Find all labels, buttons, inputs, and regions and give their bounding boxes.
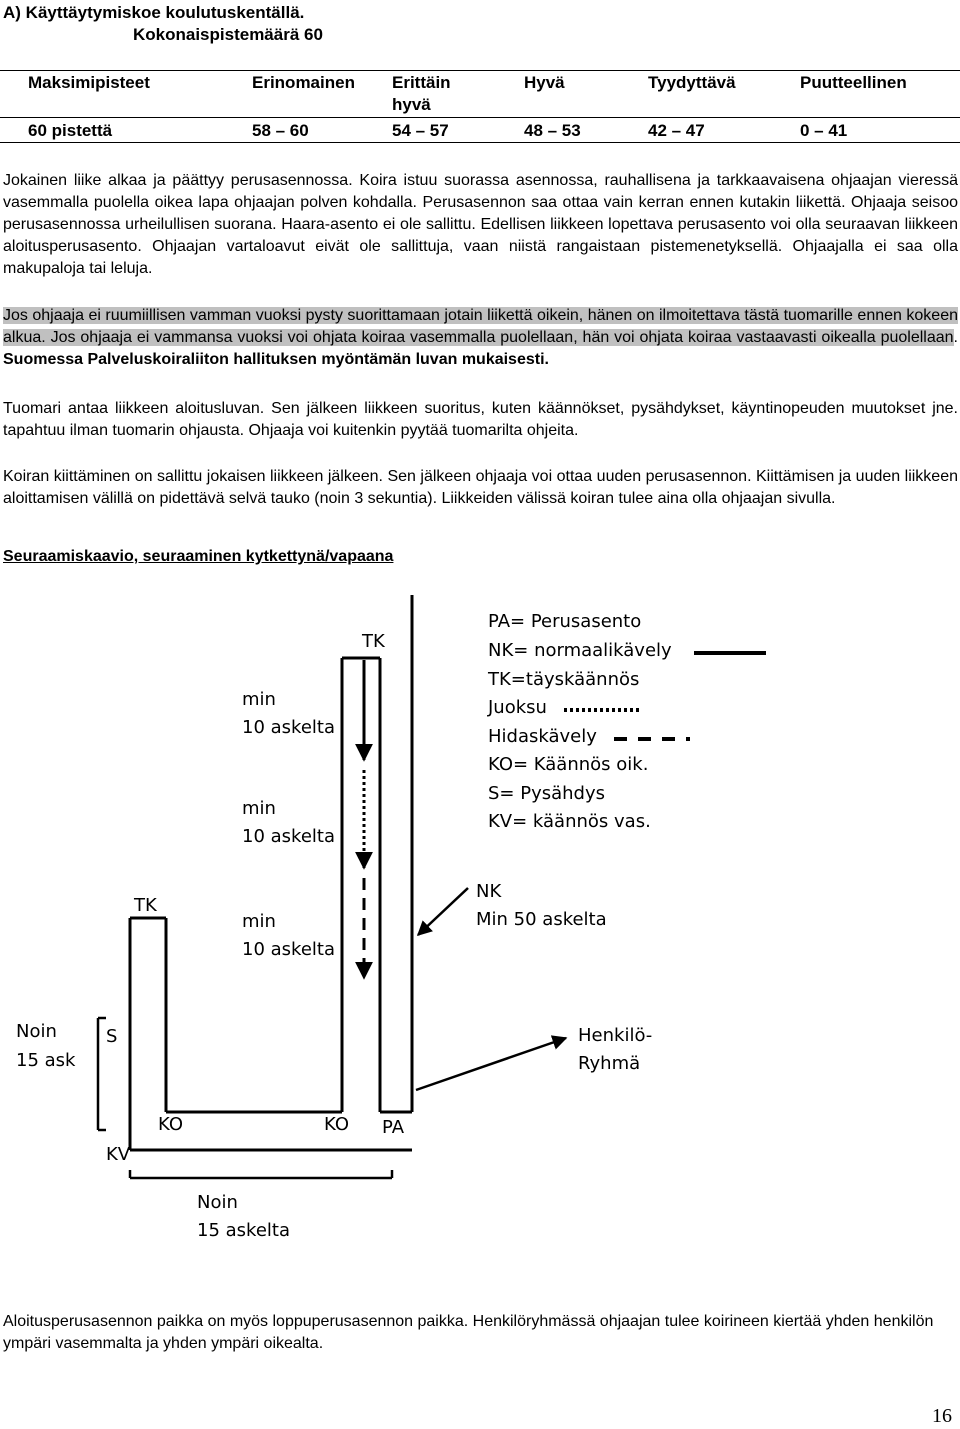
label-tk-left: TK (134, 895, 157, 916)
legend-ko: KO= Käännös oik. (488, 754, 649, 775)
legend-pa: PA= Perusasento (488, 611, 642, 632)
legend-hidas: Hidaskävely (488, 726, 597, 747)
label-15-askelta: 15 askelta (197, 1220, 290, 1241)
table-header-very-good: Erittäin hyvä (392, 73, 451, 114)
section-heading (3, 2, 323, 46)
label-noin-left: Noin (16, 1021, 57, 1042)
legend-nk: NK= normaalikävely (488, 640, 672, 661)
table-cell-points: 60 pistettä (28, 121, 113, 140)
legend-s: S= Pysähdys (488, 783, 606, 804)
page-number: 16 (932, 1405, 952, 1427)
legend-juoksu: Juoksu (488, 697, 547, 718)
table-cell-insufficient: 0 – 41 (800, 121, 848, 140)
table-cell-very-good: 54 – 57 (392, 121, 449, 140)
table-header-satisfactory: Tyydyttävä (648, 73, 736, 92)
label-15-ask: 15 ask (16, 1050, 76, 1071)
paragraph-disability (3, 305, 958, 371)
table-cell-excellent: 58 – 60 (252, 121, 309, 140)
paragraph-basic-position: Jokainen liike alkaa ja päättyy perusasennossa. Koira istuu suorassa asennossa, rauhallisena ja tarkkaavaisena ohjaajan vieressä vasemmalla puolella oikea lapa ohjaajan polven kohdalla. Perusasennon saa ottaa vain kerran ennen kutakin liikettä. Ohjaaja seisoo perusasennossa urheilullisen suorana. Haara-asento ei ole sallittu. Edellisen liikkeen lopettava perusasento voi olla seuraavan liikkeen aloitusperusasento. Ohjaajan vartaloavut eivät ole sallittuja, vaan niistä rangaistaan pistemenetyksellä. Ohjaajalla ei saa olla makupaloja tai leluja. (3, 172, 958, 277)
legend-tk: TK=täyskäännös (488, 669, 640, 690)
legend-kv: KV= käännös vas. (488, 811, 651, 832)
label-min-2: min (242, 798, 276, 819)
label-ko-1: KO (158, 1114, 183, 1135)
label-pa: PA (382, 1117, 405, 1138)
paragraph-judge: Tuomari antaa liikkeen aloitusluvan. Sen jälkeen liikkeen suoritus, kuten käännökset, pysähdykset, käyntinopeuden muutokset jne. tapahtuu ilman tuomarin ohjausta. Ohjaaja voi kuitenkin pyytää tuomarilta ohjeita. (3, 400, 958, 439)
total-score: Kokonaispistemäärä 60 (133, 25, 323, 44)
label-askelta-3: 10 askelta (242, 939, 335, 960)
table-header-excellent: Erinomainen (252, 73, 355, 92)
table-cell-good: 48 – 53 (524, 121, 581, 140)
legend (487, 611, 672, 832)
label-noin-bottom: Noin (197, 1192, 238, 1213)
label-s: S (106, 1026, 118, 1047)
table-header-good: Hyvä (524, 73, 565, 92)
diagram-title: Seuraamiskaavio, seuraaminen kytkettynä/vapaana (3, 548, 394, 565)
label-askelta-2: 10 askelta (242, 826, 335, 847)
bold-permission-text: Suomessa Palveluskoiraliiton hallituksen myöntämän luvan mukaisesti. (3, 351, 549, 368)
label-ryhma: Ryhmä (578, 1053, 641, 1074)
period: . (953, 329, 958, 346)
table-header-insufficient: Puutteellinen (800, 73, 907, 92)
label-askelta-1: 10 askelta (242, 717, 335, 738)
label-nk: NK (476, 881, 502, 902)
highlighted-text: Jos ohjaaja ei ruumiillisen vamman vuoksi pysty suorittamaan jotain liikettä oikein, hänen on ilmoitettava tästä tuomarille ennen kokeen alkua. Jos ohjaaja ei vammansa vuoksi voi ohjata koiraa vasemmalla puolellaan, hän voi ohjata koiraa vastaavasti oikealla puolellaan (3, 307, 958, 346)
label-kv: KV (106, 1144, 131, 1165)
table-cell-satisfactory: 42 – 47 (648, 121, 705, 140)
table-header-max: Maksimipisteet (28, 73, 150, 92)
label-nk-min: Min 50 askelta (476, 909, 607, 930)
arrow-henkilo (416, 1038, 566, 1090)
label-ko-2: KO (324, 1114, 349, 1135)
heelwork-diagram (0, 595, 960, 1250)
paragraph-footer: Aloitusperusasennon paikka on myös loppuperusasennon paikka. Henkilöryhmässä ohjaajan tulee koirineen kiertää yhden henkilön ympäri vasemmalta ja yhden ympäri oikealta. (3, 1313, 934, 1352)
arrow-nk (418, 888, 468, 935)
bracket-noin-left (98, 1018, 106, 1130)
paragraph-praise: Koiran kiittäminen on sallittu jokaisen liikkeen jälkeen. Sen jälkeen ohjaaja voi ottaa uuden perusasennon. Kiittämisen ja uuden liikkeen aloittamisen välillä on pidettävä selvä tauko (noin 3 sekuntia). Liikkeiden välissä koiran tulee aina olla ohjaajan sivulla. (3, 468, 958, 507)
bracket-noin-bottom (130, 1170, 392, 1178)
label-min-3: min (242, 911, 276, 932)
label-henkilo: Henkilö- (578, 1025, 653, 1046)
section-title: A) Käyttäytymiskoe koulutuskentällä. (3, 3, 305, 22)
label-min-1: min (242, 689, 276, 710)
label-tk-top: TK (362, 631, 385, 652)
